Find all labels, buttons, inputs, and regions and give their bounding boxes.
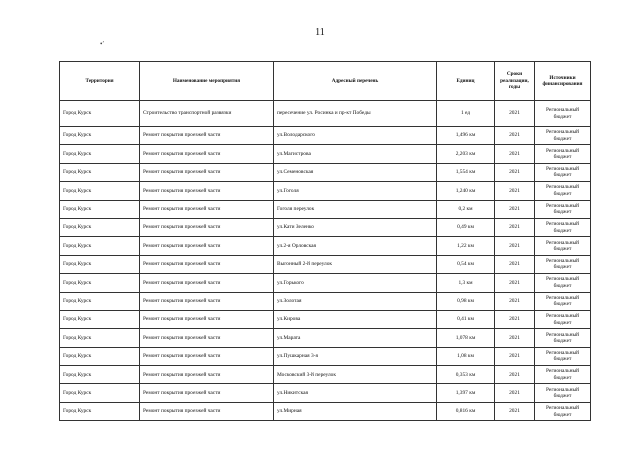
cell-unit: 0,41 км [437,310,495,328]
table-row [60,347,591,365]
cell-measure: Ремонт покрытия проезжей части [140,145,274,163]
cell-year: 2021 [495,200,535,218]
table-row [60,274,591,292]
cell-address: пересечение ул. Росинка и пр-кт Победы [274,101,437,127]
cell-unit: 1,397 км [437,384,495,402]
cell-territory: Город Курск [60,402,140,420]
cell-year: 2021 [495,237,535,255]
cell-unit: 0,49 км [437,218,495,236]
table-row [60,384,591,402]
cell-territory: Город Курск [60,384,140,402]
table-row [60,366,591,384]
cell-year: 2021 [495,127,535,145]
cell-measure: Ремонт покрытия проезжей части [140,402,274,420]
cell-source: Региональный бюджет [535,384,591,402]
cell-territory: Город Курск [60,347,140,365]
cell-year: 2021 [495,292,535,310]
table-row [60,218,591,236]
table-body [60,101,591,421]
cell-address: ул.Горького [274,274,437,292]
table-row [60,101,591,127]
cell-address: ул.Гоголя [274,182,437,200]
cell-source: Региональный бюджет [535,163,591,181]
cell-territory: Город Курск [60,101,140,127]
table-row [60,182,591,200]
cell-territory: Город Курск [60,255,140,273]
cell-territory: Город Курск [60,329,140,347]
cell-territory: Город Курск [60,310,140,328]
cell-unit: 0,2 км [437,200,495,218]
cell-source: Региональный бюджет [535,402,591,420]
cell-measure: Ремонт покрытия проезжей части [140,237,274,255]
measures-table [59,61,591,421]
cell-year: 2021 [495,182,535,200]
table-row [60,310,591,328]
table-row [60,329,591,347]
cell-address: ул.Семеновская [274,163,437,181]
cell-measure: Ремонт покрытия проезжей части [140,182,274,200]
cell-measure: Ремонт покрытия проезжей части [140,310,274,328]
cell-address: ул.Золотая [274,292,437,310]
cell-address: ул.Кати Зеленко [274,218,437,236]
cell-year: 2021 [495,218,535,236]
cell-unit: 1,3 км [437,274,495,292]
cell-year: 2021 [495,274,535,292]
cell-year: 2021 [495,310,535,328]
cell-unit: 1,078 км [437,329,495,347]
header-years: Сроки реализации, годы [495,62,535,101]
table-row [60,402,591,420]
cell-source: Региональный бюджет [535,347,591,365]
cell-address: ул.Никитская [274,384,437,402]
cell-source: Региональный бюджет [535,101,591,127]
cell-unit: 0,98 км [437,292,495,310]
header-unit: Единиц [437,62,495,101]
cell-measure: Ремонт покрытия проезжей части [140,384,274,402]
cell-year: 2021 [495,101,535,127]
cell-unit: 0,816 км [437,402,495,420]
cell-year: 2021 [495,145,535,163]
cell-year: 2021 [495,163,535,181]
cell-territory: Город Курск [60,182,140,200]
cell-unit: 1,554 км [437,163,495,181]
cell-year: 2021 [495,329,535,347]
header-row [60,62,591,101]
cell-source: Региональный бюджет [535,237,591,255]
cell-territory: Город Курск [60,218,140,236]
cell-measure: Ремонт покрытия проезжей части [140,163,274,181]
cell-measure: Ремонт покрытия проезжей части [140,200,274,218]
cell-source: Региональный бюджет [535,274,591,292]
cell-measure: Строительство транспортной развязки [140,101,274,127]
page-number: 11 [315,27,325,38]
table-row [60,127,591,145]
scan-mark: •′ [100,40,104,48]
cell-measure: Ремонт покрытия проезжей части [140,274,274,292]
cell-source: Региональный бюджет [535,255,591,273]
cell-measure: Ремонт покрытия проезжей части [140,347,274,365]
cell-source: Региональный бюджет [535,145,591,163]
table-row [60,292,591,310]
cell-measure: Ремонт покрытия проезжей части [140,127,274,145]
table-row [60,237,591,255]
cell-year: 2021 [495,347,535,365]
cell-measure: Ремонт покрытия проезжей части [140,292,274,310]
header-source: Источники финансирования [535,62,591,101]
cell-unit: 0,353 км [437,366,495,384]
cell-year: 2021 [495,255,535,273]
header-measure: Наименование мероприятия [140,62,274,101]
cell-address: ул.Мирная [274,402,437,420]
cell-source: Региональный бюджет [535,182,591,200]
cell-source: Региональный бюджет [535,366,591,384]
cell-source: Региональный бюджет [535,200,591,218]
cell-source: Региональный бюджет [535,310,591,328]
cell-unit: 1,496 км [437,127,495,145]
cell-source: Региональный бюджет [535,292,591,310]
cell-year: 2021 [495,366,535,384]
header-address: Адресный перечень [274,62,437,101]
cell-address: Гоголя переулок [274,200,437,218]
cell-unit: 1,240 км [437,182,495,200]
cell-territory: Город Курск [60,200,140,218]
cell-unit: 1 ед [437,101,495,127]
cell-address: ул.Кирова [274,310,437,328]
cell-territory: Город Курск [60,163,140,181]
cell-unit: 1,22 км [437,237,495,255]
cell-territory: Город Курск [60,292,140,310]
table-row [60,145,591,163]
cell-measure: Ремонт покрытия проезжей части [140,329,274,347]
cell-address: ул.Пушкарная 3-я [274,347,437,365]
cell-unit: 0,54 км [437,255,495,273]
cell-unit: 1,08 км [437,347,495,365]
cell-source: Региональный бюджет [535,127,591,145]
cell-territory: Город Курск [60,274,140,292]
cell-address: Выгонный 2-й переулок [274,255,437,273]
cell-year: 2021 [495,384,535,402]
cell-address: Московский 3-й переулок [274,366,437,384]
table-row [60,200,591,218]
cell-address: ул.Магистрова [274,145,437,163]
cell-territory: Город Курск [60,127,140,145]
cell-address: ул.2-я Орловская [274,237,437,255]
cell-territory: Город Курск [60,237,140,255]
table-row [60,163,591,181]
header-territory: Территория [60,62,140,101]
cell-measure: Ремонт покрытия проезжей части [140,218,274,236]
cell-source: Региональный бюджет [535,218,591,236]
cell-measure: Ремонт покрытия проезжей части [140,255,274,273]
cell-source: Региональный бюджет [535,329,591,347]
table-row [60,255,591,273]
cell-address: ул.Володарского [274,127,437,145]
cell-unit: 2,203 км [437,145,495,163]
cell-address: ул.Марата [274,329,437,347]
cell-year: 2021 [495,402,535,420]
cell-territory: Город Курск [60,145,140,163]
cell-territory: Город Курск [60,366,140,384]
cell-measure: Ремонт покрытия проезжей части [140,366,274,384]
